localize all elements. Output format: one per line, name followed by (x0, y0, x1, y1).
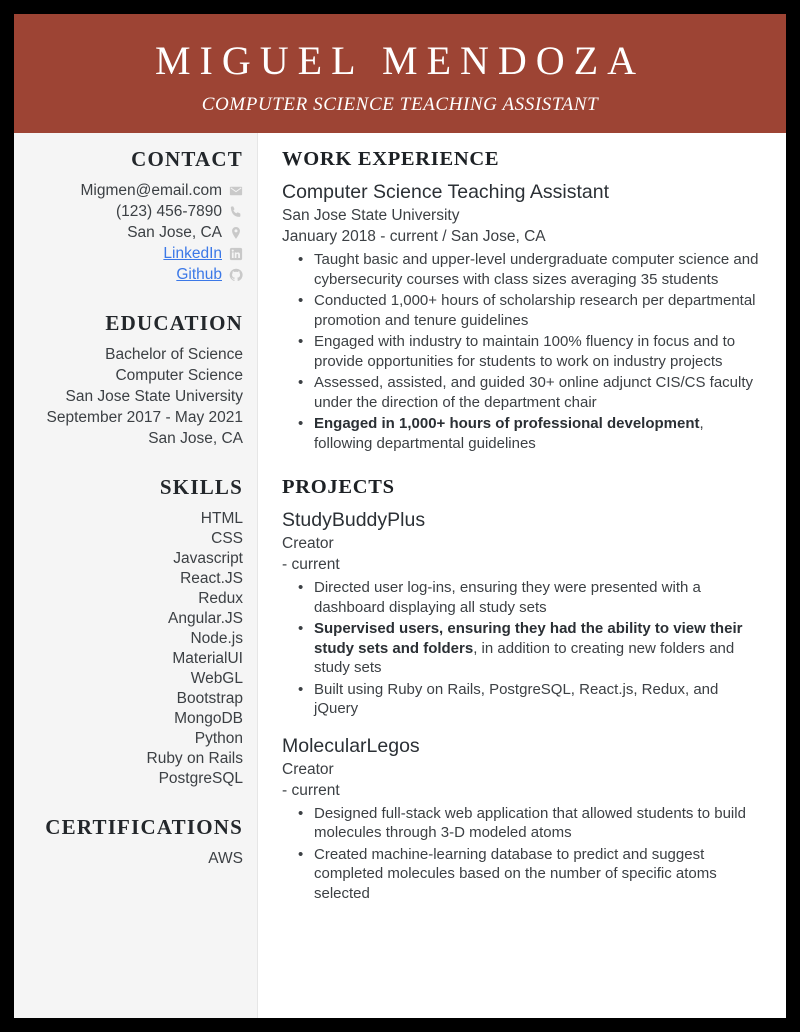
project-bullets (282, 578, 764, 719)
header-subtitle: COMPUTER SCIENCE TEACHING ASSISTANT (201, 94, 599, 115)
bullet-bold: Engaged in 1,000+ hours of professional development (314, 415, 700, 432)
main-column (258, 133, 786, 1018)
skill-item: MongoDB (174, 710, 243, 727)
skill-item: HTML (200, 510, 243, 527)
bullet-text: , following departmental guidelines (314, 415, 704, 452)
project-entry (282, 507, 764, 719)
project-title: MolecularLegos (282, 734, 420, 757)
education-line: San Jose, CA (148, 430, 243, 447)
project-entry (282, 733, 764, 904)
bullet-text: Conducted 1,000+ hours of scholarship research per departmental promotion and tenure guidelines (314, 292, 756, 329)
project-role: Creator (282, 535, 334, 552)
contact-item-email (24, 181, 243, 201)
skill-item: MaterialUI (172, 650, 243, 667)
bullet-item (314, 332, 764, 371)
skill-item: Angular.JS (168, 610, 243, 627)
skills-list (24, 509, 243, 789)
bullet-item (314, 619, 764, 678)
skill-item: Node.js (190, 630, 243, 647)
contact-email-text: Migmen@email.com (80, 182, 222, 199)
project-bullets (282, 804, 764, 904)
education-line: Computer Science (115, 367, 243, 384)
bullet-item (314, 804, 764, 843)
contact-phone-text: (123) 456-7890 (116, 203, 222, 220)
bullet-text: Designed full-stack web application that allowed students to build molecules through 3-D modeled atoms (314, 804, 746, 841)
education-line: Bachelor of Science (105, 346, 243, 363)
work-experience-heading: WORK EXPERIENCE (282, 148, 500, 170)
contact-item-phone (24, 202, 243, 222)
bullet-text: Built using Ruby on Rails, PostgreSQL, React.js, Redux, and jQuery (314, 680, 719, 717)
github-icon[interactable] (229, 268, 243, 282)
skill-item: React.JS (180, 570, 243, 587)
skill-item: PostgreSQL (158, 770, 243, 787)
contact-item-github[interactable] (24, 265, 243, 285)
bullet-item (314, 845, 764, 904)
education-line: San Jose State University (65, 388, 243, 405)
certification-item: AWS (208, 850, 243, 867)
project-title: StudyBuddyPlus (282, 509, 426, 531)
bullet-item (314, 578, 764, 617)
job-title: Computer Science Teaching Assistant (282, 181, 609, 203)
job-employer: San Jose State University (282, 207, 460, 224)
sidebar (14, 133, 258, 1018)
job-entry (282, 179, 764, 453)
contact-item-location (24, 223, 243, 243)
bullet-item (314, 373, 764, 412)
resume-page (14, 14, 786, 1018)
education-heading: EDUCATION (105, 311, 243, 335)
bullet-text: Taught basic and upper-level undergraduate computer science and cybersecurity courses with class sizes averaging 35 students (314, 251, 759, 288)
contact-location-text: San Jose, CA (127, 224, 222, 241)
envelope-icon (229, 184, 243, 198)
project-meta: - current (282, 781, 340, 799)
bullet-text: Created machine-learning database to predict and suggest completed molecules based on the number of specific atoms selected (314, 845, 717, 902)
bullet-item (314, 680, 764, 719)
project-role: Creator (282, 760, 334, 778)
bullet-bold: Supervised users, ensuring they had the ability to view their study sets and folders (314, 620, 743, 657)
education-list (24, 345, 243, 449)
skill-item: CSS (211, 530, 243, 547)
skill-item: Bootstrap (176, 690, 243, 707)
skill-item: WebGL (190, 670, 243, 687)
resume-header (14, 14, 786, 133)
skill-item: Javascript (173, 550, 243, 567)
skills-heading: SKILLS (159, 475, 243, 499)
contact-heading: CONTACT (131, 147, 243, 171)
contact-list (24, 181, 243, 285)
page-title: MIGUEL MENDOZA (154, 38, 646, 83)
bullet-item (314, 250, 764, 289)
certifications-heading: CERTIFICATIONS (45, 815, 243, 839)
job-bullets (282, 250, 764, 453)
phone-icon (229, 205, 243, 219)
bullet-text: Engaged with industry to maintain 100% fluency in focus and to provide opportunities for students to work on industry projects (314, 333, 736, 370)
bullet-item (314, 291, 764, 330)
skill-item: Python (194, 730, 243, 747)
resume-body (14, 133, 786, 1018)
map-pin-icon (229, 226, 243, 240)
project-meta: - current (282, 556, 340, 573)
skill-item: Redux (198, 590, 243, 607)
education-line: September 2017 - May 2021 (46, 409, 243, 426)
contact-item-linkedin[interactable] (24, 244, 243, 264)
bullet-text: Directed user log-ins, ensuring they were presented with a dashboard displaying all study sets (314, 579, 701, 616)
job-meta: January 2018 - current / San Jose, CA (282, 228, 546, 245)
bullet-text: Assessed, assisted, and guided 30+ online adjunct CIS/CS faculty under the direction of the department chair (314, 374, 754, 411)
bullet-text: , in addition to creating new folders and study sets (314, 639, 735, 676)
projects-heading: PROJECTS (282, 476, 395, 498)
skill-item: Ruby on Rails (146, 750, 243, 767)
bullet-item (314, 414, 764, 453)
github-link[interactable]: Github (176, 266, 222, 283)
linkedin-link[interactable]: LinkedIn (163, 245, 222, 262)
linkedin-icon[interactable] (229, 247, 243, 261)
certifications-list (24, 849, 243, 869)
